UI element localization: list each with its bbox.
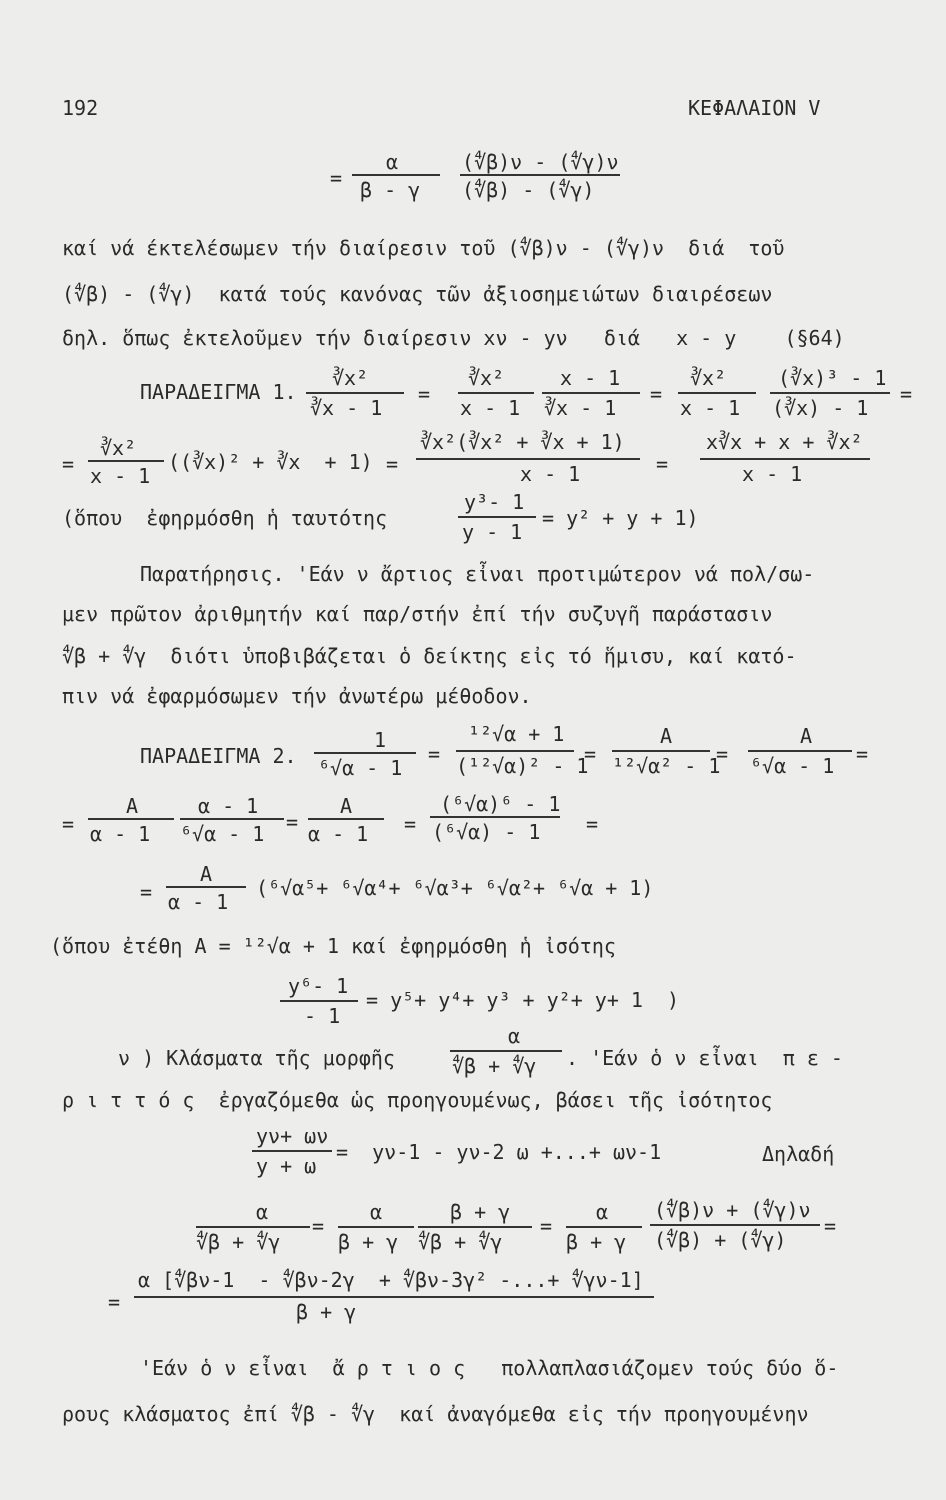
frac-num: ∛x² bbox=[468, 366, 505, 390]
eq1-alpha: α bbox=[386, 150, 399, 174]
fraction-bar bbox=[450, 1050, 562, 1052]
fraction-bar bbox=[308, 818, 384, 820]
frac-den: ⁶√α - 1 bbox=[180, 822, 265, 846]
fraction-bar bbox=[180, 818, 284, 820]
text-line: (ὅπου ἐφηρμόσθη ἡ ταυτότης bbox=[62, 506, 388, 530]
frac-den: α - 1 bbox=[168, 890, 229, 914]
parenthesis-expr: (⁶√α⁵+ ⁶√α⁴+ ⁶√α³+ ⁶√α²+ ⁶√α + 1) bbox=[256, 876, 654, 900]
eq-equals: = bbox=[856, 742, 869, 766]
frac-num: (∜β)ν + (∜γ)ν bbox=[654, 1198, 811, 1222]
fraction-bar bbox=[418, 1226, 532, 1228]
eq-equals: = bbox=[716, 742, 729, 766]
frac-den: x - 1 bbox=[520, 462, 581, 486]
frac-num: α bbox=[596, 1200, 609, 1224]
text-line: μεν πρῶτον ἀριθμητήν καί παρ/στήν ἐπί τήν συζυγῆ παράστασιν bbox=[62, 602, 773, 626]
fraction-bar bbox=[460, 174, 620, 176]
frac-num: ∛x² bbox=[690, 366, 727, 390]
frac-num: A bbox=[340, 794, 353, 818]
eq-equals: = bbox=[108, 1290, 121, 1314]
fraction-bar bbox=[88, 460, 164, 462]
frac-num: x∛x + x + ∛x² bbox=[706, 430, 863, 454]
example-1-label: ΠΑΡΑΔΕΙΓΜΑ 1. bbox=[140, 380, 297, 404]
text-line: ∜β + ∜γ διότι ὑποβιβάζεται ὁ δείκτης εἰς τό ἥμισυ, καί κατό- bbox=[62, 644, 797, 668]
frac-num: A bbox=[126, 794, 139, 818]
frac-den: β + γ bbox=[338, 1230, 399, 1254]
frac-num: ∛x² bbox=[100, 436, 137, 460]
frac-num: x - 1 bbox=[560, 366, 621, 390]
eq-equals: = bbox=[286, 810, 299, 834]
fraction-bar bbox=[338, 1226, 414, 1228]
frac-den: x - 1 bbox=[680, 396, 741, 420]
fraction-bar bbox=[88, 818, 174, 820]
eq-equals: = bbox=[586, 812, 599, 836]
fraction-bar bbox=[458, 392, 534, 394]
fraction-bar bbox=[196, 1226, 310, 1228]
frac-den: y + ω bbox=[256, 1154, 317, 1178]
eq-equals: = bbox=[62, 812, 75, 836]
fraction-bar bbox=[542, 392, 640, 394]
text-line: Δηλαδή bbox=[762, 1142, 835, 1166]
fraction-bar bbox=[678, 392, 756, 394]
example-2-label: ΠΑΡΑΔΕΙΓΜΑ 2. bbox=[140, 744, 297, 768]
text-line: ν ) Κλάσματα τῆς μορφῆς bbox=[118, 1046, 395, 1070]
frac-num: A bbox=[800, 724, 813, 748]
frac-den: β + γ bbox=[566, 1230, 627, 1254]
frac-num: y³- 1 bbox=[464, 490, 525, 514]
frac-den: (∛x) - 1 bbox=[772, 396, 869, 420]
frac-den: α - 1 bbox=[308, 822, 369, 846]
text-line: ρ ι τ τ ό ς ἐργαζόμεθα ὡς προηγουμένως, βάσει τῆς ἰσότητος bbox=[62, 1088, 773, 1112]
fraction-bar bbox=[166, 886, 246, 888]
eq1-top: (∜β)ν - (∜γ)ν bbox=[462, 150, 619, 174]
fraction-bar bbox=[748, 750, 852, 752]
frac-num: ¹²√α + 1 bbox=[468, 722, 565, 746]
fraction-bar bbox=[430, 816, 560, 818]
frac-num: (⁶√α)⁶ - 1 bbox=[440, 792, 561, 816]
fraction-bar bbox=[314, 752, 416, 754]
fraction-bar bbox=[650, 1224, 820, 1226]
fraction-bar bbox=[134, 1296, 654, 1298]
fraction-bar bbox=[456, 750, 574, 752]
page-number: 192 bbox=[62, 96, 99, 120]
fraction-bar bbox=[458, 516, 536, 518]
eq-equals: = bbox=[900, 382, 913, 406]
text-line: . 'Εάν ὁ ν εἶναι π ε - bbox=[566, 1046, 843, 1070]
text-line: = yν-1 - yν-2 ω +...+ ων-1 bbox=[336, 1140, 662, 1164]
text-line: = y⁵+ y⁴+ y³ + y²+ y+ 1 ) bbox=[366, 988, 680, 1012]
frac-den: y - 1 bbox=[462, 520, 523, 544]
eq-equals: = bbox=[540, 1214, 553, 1238]
eq1-bottom-left: β - γ bbox=[360, 178, 421, 202]
eq-equals: = bbox=[312, 1214, 325, 1238]
eq-equals: = bbox=[824, 1214, 837, 1238]
fraction-bar bbox=[566, 1226, 642, 1228]
frac-den: (¹²√α)² - 1 bbox=[456, 754, 589, 778]
frac-den: x - 1 bbox=[90, 464, 151, 488]
fraction-bar bbox=[306, 392, 404, 394]
chapter-title: ΚΕΦΑΛΑΙΟΝ V bbox=[688, 96, 821, 120]
fraction-bar bbox=[770, 392, 890, 394]
frac-den: ∜β + ∜γ bbox=[418, 1230, 503, 1254]
text-line: ρους κλάσματος ἐπί ∜β - ∜γ καί ἀναγόμεθα εἰς τήν προηγουμένην bbox=[62, 1402, 809, 1426]
text-line: πιν νά ἐφαρμόσωμεν τήν ἀνωτέρω μέθοδον. bbox=[62, 684, 532, 708]
frac-den: ∜β + ∜γ bbox=[452, 1054, 537, 1078]
fraction-bar bbox=[280, 1000, 358, 1002]
frac-num: yν+ ων bbox=[256, 1124, 329, 1148]
frac-num: ∛x²(∛x² + ∛x + 1) bbox=[420, 430, 625, 454]
frac-den: x - 1 bbox=[460, 396, 521, 420]
frac-den: (∜β) + (∜γ) bbox=[654, 1228, 787, 1252]
frac-num: α bbox=[370, 1200, 383, 1224]
frac-den: ∛x - 1 bbox=[310, 396, 383, 420]
frac-den: ∛x - 1 bbox=[544, 396, 617, 420]
frac-den: (⁶√α) - 1 bbox=[432, 820, 541, 844]
eq-equals: = bbox=[140, 880, 153, 904]
frac-num: α bbox=[256, 1200, 269, 1224]
text-line: 'Εάν ὁ ν εἶναι ἄ ρ τ ι ο ς πολλαπλασιάζομεν τούς δύο ὅ- bbox=[140, 1356, 839, 1380]
frac-num: α [∜βν-1 - ∜βν-2γ + ∜βν-3γ² -...+ ∜γν-1] bbox=[138, 1268, 644, 1292]
frac-num: A bbox=[660, 724, 673, 748]
frac-den: x - 1 bbox=[742, 462, 803, 486]
eq-equals: = bbox=[656, 452, 669, 476]
text-line: Παρατήρησις. 'Εάν ν ἄρτιος εἶναι προτιμώτερον νά πολ/σω- bbox=[140, 562, 815, 586]
frac-den: ⁶√α - 1 bbox=[318, 756, 403, 780]
fraction-bar bbox=[252, 1150, 332, 1152]
eq-equals: = bbox=[62, 452, 75, 476]
eq-equals: = bbox=[650, 382, 663, 406]
frac-num: 1 bbox=[374, 728, 387, 752]
eq-equals: = bbox=[584, 742, 597, 766]
eq-equals: = bbox=[428, 742, 441, 766]
text-line: δηλ. ὅπως ἐκτελοῦμεν τήν διαίρεσιν xν - yν διά x - y (§64) bbox=[62, 326, 845, 350]
parenthesis-expr: ((∛x)² + ∛x + 1) bbox=[168, 450, 373, 474]
frac-num: β + γ bbox=[450, 1200, 511, 1224]
frac-den: ⁶√α - 1 bbox=[750, 754, 835, 778]
frac-den: - 1 bbox=[304, 1004, 341, 1028]
frac-num: A bbox=[200, 862, 213, 886]
text-line: καί νά έκτελέσωμεν τήν διαίρεσιν τοῦ (∜β)ν - (∜γ)ν διά τοῦ bbox=[62, 236, 785, 260]
frac-den: ∜β + ∜γ bbox=[196, 1230, 281, 1254]
fraction-bar bbox=[612, 750, 710, 752]
eq1-bottom-right: (∜β) - (∜γ) bbox=[462, 178, 595, 202]
fraction-bar bbox=[352, 174, 440, 176]
frac-den: β + γ bbox=[296, 1300, 357, 1324]
frac-den: ¹²√α² - 1 bbox=[612, 754, 721, 778]
fraction-bar bbox=[700, 458, 870, 460]
frac-num: y⁶- 1 bbox=[288, 974, 349, 998]
eq-equals: = bbox=[418, 382, 431, 406]
text-line: (ὅπου ἐτέθη A = ¹²√α + 1 καί ἐφηρμόσθη ἡ ἰσότης bbox=[50, 934, 616, 958]
eq-equals: = bbox=[386, 452, 399, 476]
frac-num: (∛x)³ - 1 bbox=[778, 366, 887, 390]
text-line: = y² + y + 1) bbox=[542, 506, 699, 530]
frac-num: ∛x² bbox=[332, 366, 369, 390]
frac-den: α - 1 bbox=[90, 822, 151, 846]
text-line: (∜β) - (∜γ) κατά τούς κανόνας τῶν ἀξιοσημειώτων διαιρέσεων bbox=[62, 282, 773, 306]
eq-equals: = bbox=[404, 812, 417, 836]
eq-equals: = bbox=[330, 166, 343, 190]
frac-num: α bbox=[508, 1024, 521, 1048]
fraction-bar bbox=[416, 458, 640, 460]
frac-num: α - 1 bbox=[198, 794, 259, 818]
